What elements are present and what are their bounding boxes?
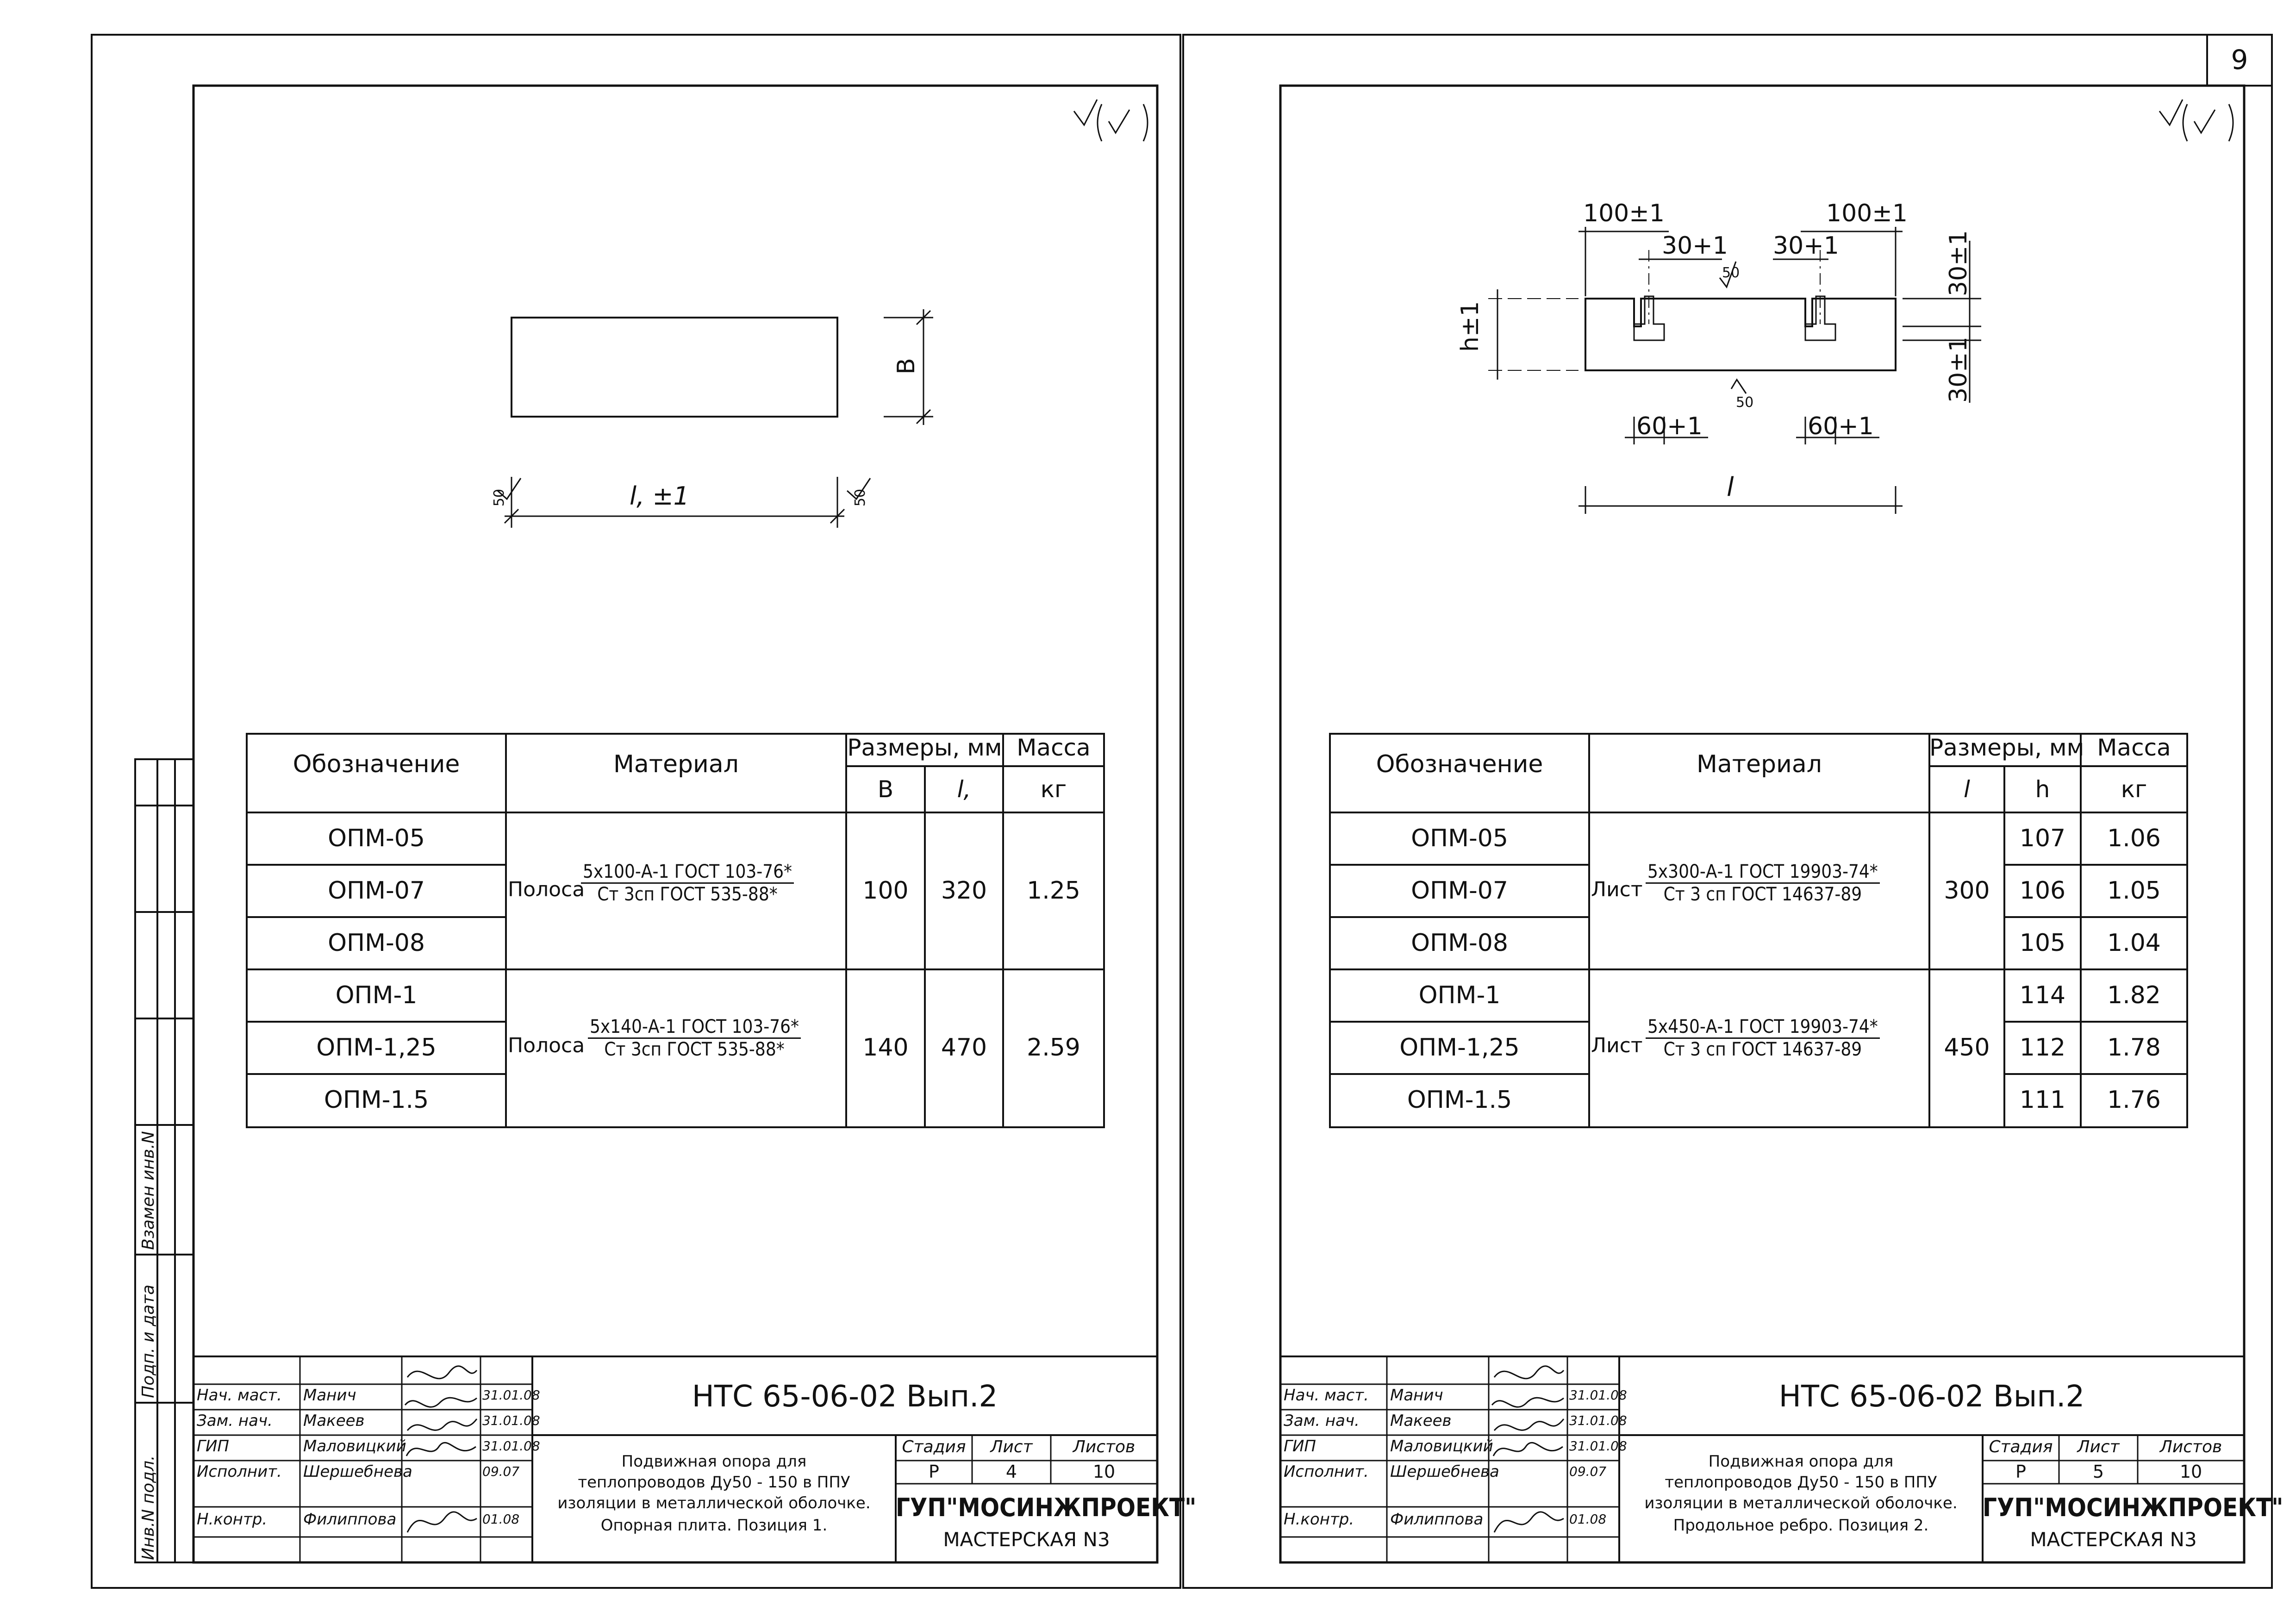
right-dim-30d: 30±1	[1945, 337, 1972, 403]
right-dim-60b: 60+1	[1808, 412, 1874, 440]
left-dim-l: l, ±1	[630, 481, 689, 511]
right-mass: 1.05	[2107, 877, 2161, 905]
left-stage: Р	[929, 1462, 939, 1482]
right-th-mass: Масса	[2097, 734, 2171, 761]
right-mass: 1.82	[2107, 981, 2161, 1009]
right-workshop: МАСТЕРСКАЯ N3	[2030, 1528, 2197, 1551]
right-material-prefix: Лист	[1591, 1034, 1643, 1057]
role: Н.контр.	[197, 1510, 268, 1529]
right-h-val: 111	[2019, 1086, 2066, 1114]
name: Филиппова	[303, 1510, 397, 1529]
name: Манич	[303, 1386, 356, 1405]
left-rough-2: 50	[852, 488, 869, 507]
side-stamp-inv: Инв.N подл.	[139, 1455, 158, 1560]
right-org: ГУП"МОСИНЖПРОЕКТ"	[1983, 1493, 2284, 1522]
right-mass: 1.78	[2107, 1034, 2161, 1062]
role: ГИП	[1284, 1437, 1316, 1455]
date: 31.01.08	[1569, 1387, 1627, 1403]
left-dim1: 140	[862, 1034, 909, 1062]
right-h-val: 107	[2019, 824, 2066, 852]
right-inner-frame	[1280, 86, 2284, 1562]
left-sheets-label: Листов	[1073, 1437, 1136, 1456]
left-outer-border	[92, 35, 1197, 1588]
right-th-material: Материал	[1697, 750, 1822, 778]
side-stamp-sign: Подп. и дата	[139, 1284, 158, 1398]
right-th-designation: Обозначение	[1376, 750, 1543, 778]
left-th-dims: Размеры, мм	[847, 734, 1002, 761]
role: Зам. нач.	[197, 1412, 273, 1430]
role: ГИП	[197, 1437, 229, 1455]
right-dim-l-val: 450	[1944, 1034, 1990, 1062]
right-code: ОПМ-1,25	[1399, 1034, 1520, 1062]
right-dim-30b: 30+1	[1773, 232, 1839, 260]
right-sheets-label: Листов	[2159, 1437, 2222, 1456]
right-dim-100a: 100±1	[1583, 200, 1665, 227]
name: Шершебнева	[303, 1462, 412, 1481]
left-material-2: 5x140-А-1 ГОСТ 103-76* Ст 3сп ГОСТ 535-88*	[588, 1016, 801, 1060]
right-material-1: 5x300-А-1 ГОСТ 19903-74* Ст 3 сп ГОСТ 14637-89	[1646, 861, 1880, 905]
date: 31.01.08	[482, 1413, 540, 1428]
date: 31.01.08	[482, 1438, 540, 1454]
right-th-kg: кг	[2121, 776, 2147, 803]
right-dim-l: l	[1727, 472, 1734, 502]
name: Манич	[1390, 1386, 1443, 1405]
right-rough-1: 50	[1722, 265, 1740, 281]
role: Зам. нач.	[1284, 1412, 1360, 1430]
left-dim2: 320	[941, 877, 987, 905]
right-dim-30c: 30±1	[1945, 230, 1972, 296]
right-material-2: 5x450-А-1 ГОСТ 19903-74* Ст 3 сп ГОСТ 14637-89	[1646, 1016, 1880, 1060]
right-stage-label: Стадия	[1989, 1437, 2053, 1456]
date: 31.01.08	[1569, 1413, 1627, 1428]
right-sheets: 10	[2179, 1462, 2202, 1482]
left-org: ГУП"МОСИНЖПРОЕКТ"	[896, 1493, 1197, 1522]
left-dim2: 470	[941, 1034, 987, 1062]
role: Нач. маст.	[197, 1386, 282, 1405]
right-doc-code: НТС 65-06-02 Вып.2	[1778, 1380, 2085, 1414]
right-rough-2: 50	[1736, 394, 1754, 411]
left-rough-1: 50	[491, 488, 508, 507]
right-h-val: 114	[2019, 981, 2066, 1009]
left-doc-code: НТС 65-06-02 Вып.2	[692, 1380, 998, 1414]
right-dim-l-val: 300	[1944, 877, 1990, 905]
right-h-val: 105	[2019, 929, 2066, 957]
right-sheet: 5	[2092, 1462, 2104, 1482]
left-th-l: l,	[957, 776, 971, 803]
right-desc-2: теплопроводов Ду50 - 150 в ППУ	[1665, 1473, 1937, 1492]
right-mass: 1.06	[2107, 824, 2161, 852]
role: Нач. маст.	[1284, 1386, 1369, 1405]
left-inner-frame	[193, 86, 1197, 1562]
left-th-b: B	[877, 776, 894, 803]
left-code: ОПМ-1,25	[316, 1034, 437, 1062]
name: Филиппова	[1390, 1510, 1484, 1529]
left-code: ОПМ-05	[328, 824, 425, 852]
left-material-prefix: Полоса	[508, 1034, 585, 1057]
right-material-prefix: Лист	[1591, 878, 1643, 901]
right-dim-30a: 30+1	[1662, 232, 1728, 260]
left-code: ОПМ-07	[328, 877, 425, 905]
left-th-material: Материал	[613, 750, 739, 778]
right-h-val: 106	[2019, 877, 2066, 905]
rib-outline	[1585, 299, 1896, 370]
name: Маловицкий	[1390, 1437, 1493, 1455]
left-desc-1: Подвижная опора для	[621, 1452, 807, 1471]
date: 09.07	[482, 1464, 520, 1479]
name: Маловицкий	[303, 1437, 406, 1455]
left-desc-3: изоляции в металлической оболочке.	[557, 1494, 871, 1512]
left-desc-2: теплопроводов Ду50 - 150 в ППУ	[578, 1473, 850, 1492]
left-sheets: 10	[1092, 1462, 1116, 1482]
left-th-designation: Обозначение	[293, 750, 460, 778]
role: Н.контр.	[1284, 1510, 1354, 1529]
left-material-prefix: Полоса	[508, 878, 585, 901]
left-workshop: МАСТЕРСКАЯ N3	[943, 1528, 1110, 1551]
date: 01.08	[1569, 1512, 1607, 1527]
left-material-1: 5x100-А-1 ГОСТ 103-76* Ст 3сп ГОСТ 535-88*	[581, 861, 794, 905]
right-th-h: h	[2035, 776, 2050, 803]
right-sheet-label: Лист	[2077, 1437, 2120, 1456]
date: 31.01.08	[1569, 1438, 1627, 1454]
name: Макеев	[1390, 1412, 1452, 1430]
right-code: ОПМ-08	[1411, 929, 1508, 957]
right-code: ОПМ-1	[1418, 981, 1501, 1009]
right-dim-100b: 100±1	[1826, 200, 1908, 227]
left-dim1: 100	[862, 877, 909, 905]
left-th-mass: Масса	[1017, 734, 1091, 761]
right-desc-4: Продольное ребро. Позиция 2.	[1673, 1516, 1929, 1535]
right-code: ОПМ-05	[1411, 824, 1508, 852]
left-desc-4: Опорная плита. Позиция 1.	[600, 1516, 828, 1535]
right-dim-60a: 60+1	[1636, 412, 1703, 440]
left-code: ОПМ-08	[328, 929, 425, 957]
page-number: 9	[2231, 44, 2248, 75]
right-h-val: 112	[2019, 1034, 2066, 1062]
name: Макеев	[303, 1412, 365, 1430]
left-mass: 2.59	[1027, 1034, 1080, 1062]
right-code: ОПМ-07	[1411, 877, 1508, 905]
date: 01.08	[482, 1512, 520, 1527]
right-stage: Р	[2015, 1462, 2026, 1482]
left-plate-rect	[512, 318, 837, 417]
right-desc-3: изоляции в металлической оболочке.	[1644, 1494, 1958, 1512]
date: 31.01.08	[482, 1387, 540, 1403]
left-dim-b: B	[892, 358, 920, 375]
right-th-dims: Размеры, мм	[1929, 734, 2084, 761]
date: 09.07	[1569, 1464, 1607, 1479]
left-th-kg: кг	[1040, 776, 1067, 803]
right-dim-h: h±1	[1456, 301, 1484, 352]
role: Исполнит.	[1284, 1462, 1369, 1481]
name: Шершебнева	[1390, 1462, 1499, 1481]
left-sheet: 4	[1005, 1462, 1017, 1482]
right-mass: 1.04	[2107, 929, 2161, 957]
left-code: ОПМ-1.5	[324, 1086, 429, 1114]
left-sheet-label: Лист	[990, 1437, 1033, 1456]
right-desc-1: Подвижная опора для	[1708, 1452, 1894, 1471]
right-code: ОПМ-1.5	[1407, 1086, 1512, 1114]
role: Исполнит.	[197, 1462, 282, 1481]
left-code: ОПМ-1	[335, 981, 418, 1009]
left-stage-label: Стадия	[902, 1437, 966, 1456]
left-mass: 1.25	[1027, 877, 1080, 905]
side-stamp-replace: Взамен инв.N	[139, 1131, 158, 1250]
right-mass: 1.76	[2107, 1086, 2161, 1114]
right-th-l: l	[1964, 776, 1970, 803]
